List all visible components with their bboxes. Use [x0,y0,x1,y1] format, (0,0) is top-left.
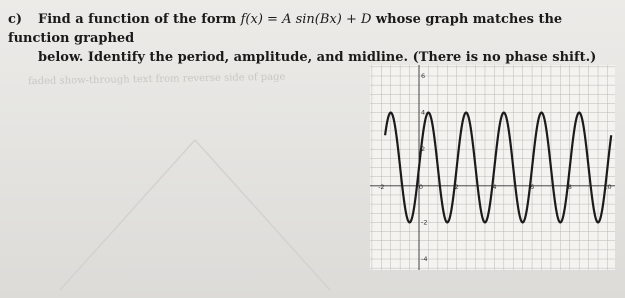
bleed-through-line: faded show-through text from reverse side of page [27,71,286,88]
y-tick-label: 6 [421,71,426,80]
x-tick-label: 10 [603,182,612,191]
problem-line2: below. Identify the period, amplitude, and midline. (There is no phase shift.) [38,50,597,65]
x-tick-label: 6 [530,182,535,191]
bleed-through-text [28,69,388,88]
problem-statement [8,10,620,67]
problem-line1-post: whose graph matches the function graphed [8,12,563,46]
y-tick-label: -4 [421,255,428,264]
problem-label: c) [8,12,23,27]
x-tick-label: 8 [567,182,572,191]
x-tick-label: -2 [378,182,385,191]
y-tick-label: -2 [421,218,428,227]
function-formula: f(x) = A sin(Bx) + D [240,12,372,27]
x-tick-label: 4 [492,182,497,191]
x-tick-label: 0 [418,182,424,191]
function-graph [370,65,615,270]
problem-line1-pre: Find a function of the form [38,12,241,27]
y-tick-label: 2 [421,145,426,154]
y-tick-label: 4 [421,108,426,117]
x-tick-label: 2 [454,182,459,191]
